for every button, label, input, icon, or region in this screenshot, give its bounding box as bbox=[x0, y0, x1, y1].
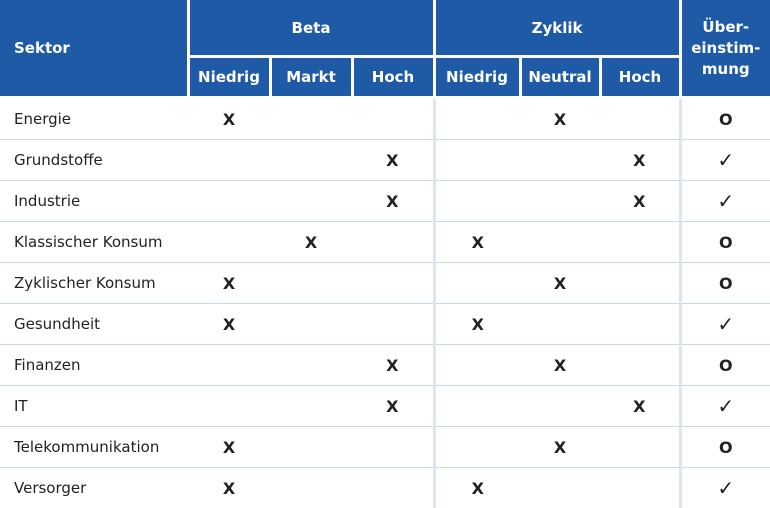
beta-markt-cell bbox=[270, 140, 352, 181]
zyklik-niedrig-cell bbox=[434, 345, 520, 386]
sector-name: Energie bbox=[0, 98, 188, 140]
match-cell: O bbox=[680, 263, 770, 304]
zyklik-niedrig-cell bbox=[434, 98, 520, 140]
zyklik-hoch-cell: X bbox=[600, 181, 680, 222]
beta-niedrig-cell bbox=[188, 140, 270, 181]
beta-niedrig-cell: X bbox=[188, 304, 270, 345]
sector-name: Versorger bbox=[0, 468, 188, 508]
match-cell: O bbox=[680, 345, 770, 386]
sector-name: Gesundheit bbox=[0, 304, 188, 345]
beta-niedrig-cell: X bbox=[188, 98, 270, 140]
table-row bbox=[0, 386, 770, 427]
zyklik-neutral-cell bbox=[520, 181, 600, 222]
match-cell: O bbox=[680, 427, 770, 468]
beta-hoch-cell bbox=[352, 98, 434, 140]
header-beta-hoch: Hoch bbox=[352, 57, 434, 98]
sector-name: Zyklischer Konsum bbox=[0, 263, 188, 304]
sector-name: Klassischer Konsum bbox=[0, 222, 188, 263]
zyklik-neutral-cell bbox=[520, 222, 600, 263]
beta-hoch-cell bbox=[352, 263, 434, 304]
zyklik-niedrig-cell bbox=[434, 140, 520, 181]
beta-markt-cell bbox=[270, 427, 352, 468]
zyklik-niedrig-cell: X bbox=[434, 222, 520, 263]
zyklik-hoch-cell bbox=[600, 222, 680, 263]
beta-markt-cell bbox=[270, 263, 352, 304]
match-cell: ✓ bbox=[680, 140, 770, 181]
beta-niedrig-cell bbox=[188, 345, 270, 386]
table-body bbox=[0, 98, 770, 508]
beta-hoch-cell bbox=[352, 427, 434, 468]
zyklik-neutral-cell: X bbox=[520, 263, 600, 304]
zyklik-neutral-cell bbox=[520, 140, 600, 181]
match-cell: O bbox=[680, 98, 770, 140]
beta-markt-cell bbox=[270, 386, 352, 427]
table-row bbox=[0, 98, 770, 140]
header-ueber-line-1: Über- bbox=[702, 18, 749, 36]
beta-niedrig-cell: X bbox=[188, 427, 270, 468]
beta-hoch-cell bbox=[352, 304, 434, 345]
beta-hoch-cell bbox=[352, 468, 434, 508]
header-sektor: Sektor bbox=[0, 0, 188, 98]
sector-name: Grundstoffe bbox=[0, 140, 188, 181]
sector-name: Finanzen bbox=[0, 345, 188, 386]
sector-name: IT bbox=[0, 386, 188, 427]
beta-niedrig-cell: X bbox=[188, 263, 270, 304]
table-row bbox=[0, 468, 770, 508]
beta-markt-cell bbox=[270, 468, 352, 508]
match-cell: ✓ bbox=[680, 304, 770, 345]
header-beta: Beta bbox=[188, 0, 434, 57]
zyklik-neutral-cell bbox=[520, 468, 600, 508]
zyklik-hoch-cell bbox=[600, 427, 680, 468]
zyklik-niedrig-cell: X bbox=[434, 304, 520, 345]
sector-name: Industrie bbox=[0, 181, 188, 222]
zyklik-hoch-cell bbox=[600, 468, 680, 508]
zyklik-hoch-cell bbox=[600, 345, 680, 386]
table-row bbox=[0, 222, 770, 263]
header-beta-markt: Markt bbox=[270, 57, 352, 98]
beta-niedrig-cell bbox=[188, 222, 270, 263]
zyklik-hoch-cell bbox=[600, 304, 680, 345]
beta-markt-cell bbox=[270, 181, 352, 222]
zyklik-niedrig-cell bbox=[434, 427, 520, 468]
zyklik-niedrig-cell: X bbox=[434, 468, 520, 508]
table-header bbox=[0, 0, 770, 98]
beta-hoch-cell: X bbox=[352, 140, 434, 181]
zyklik-hoch-cell bbox=[600, 98, 680, 140]
match-cell: ✓ bbox=[680, 181, 770, 222]
header-ueber-line-2: einstim- bbox=[691, 39, 760, 57]
zyklik-hoch-cell: X bbox=[600, 386, 680, 427]
zyklik-neutral-cell bbox=[520, 386, 600, 427]
beta-hoch-cell: X bbox=[352, 181, 434, 222]
table-row bbox=[0, 427, 770, 468]
beta-niedrig-cell: X bbox=[188, 468, 270, 508]
match-cell: O bbox=[680, 222, 770, 263]
zyklik-niedrig-cell bbox=[434, 181, 520, 222]
zyklik-neutral-cell bbox=[520, 304, 600, 345]
table-row bbox=[0, 304, 770, 345]
header-zyklik: Zyklik bbox=[434, 0, 680, 57]
header-zyklik-neutral: Neutral bbox=[520, 57, 600, 98]
header-zyklik-hoch: Hoch bbox=[600, 57, 680, 98]
beta-hoch-cell: X bbox=[352, 386, 434, 427]
beta-hoch-cell: X bbox=[352, 345, 434, 386]
beta-niedrig-cell bbox=[188, 386, 270, 427]
table-row bbox=[0, 263, 770, 304]
header-beta-niedrig: Niedrig bbox=[188, 57, 270, 98]
beta-markt-cell bbox=[270, 98, 352, 140]
header-zyklik-niedrig: Niedrig bbox=[434, 57, 520, 98]
beta-hoch-cell bbox=[352, 222, 434, 263]
table-row bbox=[0, 345, 770, 386]
sector-name: Telekommunikation bbox=[0, 427, 188, 468]
zyklik-neutral-cell: X bbox=[520, 98, 600, 140]
zyklik-neutral-cell: X bbox=[520, 427, 600, 468]
zyklik-neutral-cell: X bbox=[520, 345, 600, 386]
beta-markt-cell bbox=[270, 345, 352, 386]
zyklik-niedrig-cell bbox=[434, 386, 520, 427]
zyklik-hoch-cell bbox=[600, 263, 680, 304]
beta-niedrig-cell bbox=[188, 181, 270, 222]
zyklik-hoch-cell: X bbox=[600, 140, 680, 181]
beta-markt-cell bbox=[270, 304, 352, 345]
table-row bbox=[0, 140, 770, 181]
match-cell: ✓ bbox=[680, 386, 770, 427]
match-cell: ✓ bbox=[680, 468, 770, 508]
beta-markt-cell: X bbox=[270, 222, 352, 263]
table-row bbox=[0, 181, 770, 222]
zyklik-niedrig-cell bbox=[434, 263, 520, 304]
header-uebereinstimmung bbox=[680, 0, 770, 98]
header-ueber-line-3: mung bbox=[702, 60, 750, 78]
